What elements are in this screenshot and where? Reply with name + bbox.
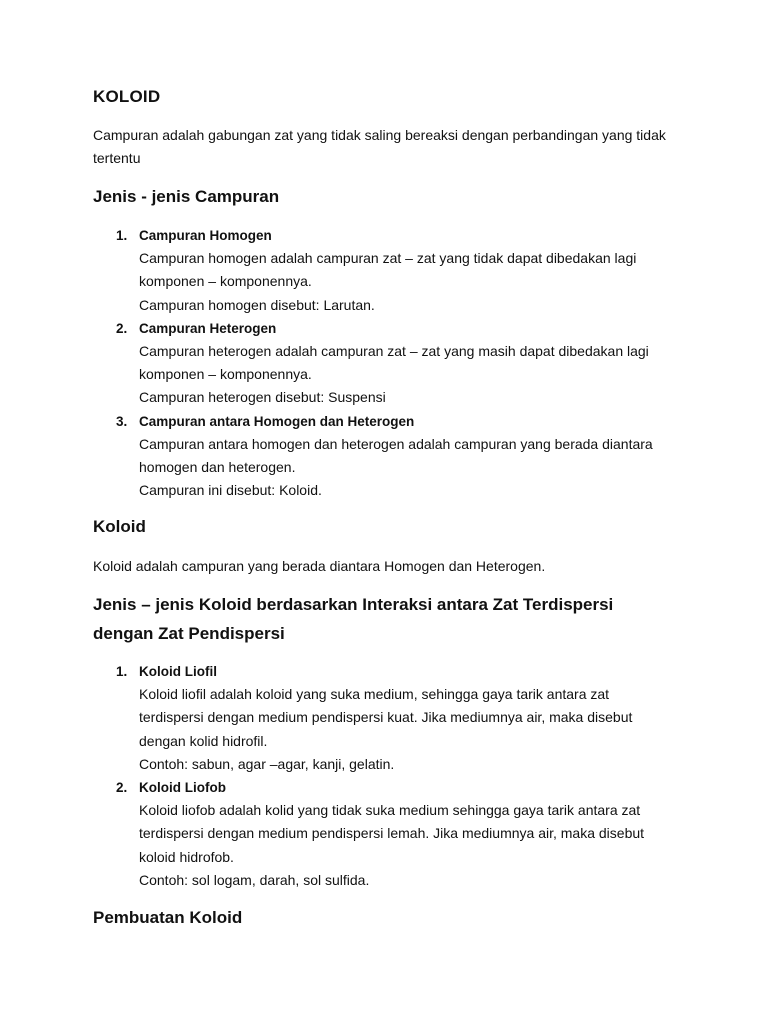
- item-text-line: Campuran antara homogen dan heterogen adalah campuran yang berada diantara: [139, 435, 653, 452]
- item-text-line: komponen – komponennya.: [139, 273, 312, 290]
- list-number: 3.: [116, 413, 128, 429]
- item-title: Campuran Homogen: [139, 228, 272, 243]
- item-text-line: Contoh: sabun, agar –agar, kanji, gelatin.: [139, 755, 395, 772]
- heading-line-2: dengan Zat Pendispersi: [93, 624, 285, 643]
- list-number: 2.: [116, 780, 128, 796]
- list-item: [93, 776, 693, 892]
- heading-pembuatan-koloid: Pembuatan Koloid: [93, 908, 243, 927]
- jenis-koloid-list: [93, 660, 693, 892]
- koloid-paragraph: Koloid adalah campuran yang berada diantara Homogen dan Heterogen.: [93, 558, 546, 574]
- item-text-line: dengan kolid hidrofil.: [139, 732, 268, 749]
- item-text-line: terdispersi dengan medium pendispersi lemah. Jika mediumnya air, maka disebut: [139, 825, 645, 842]
- document-title: KOLOID: [93, 87, 161, 106]
- list-number: 1.: [116, 228, 128, 243]
- item-text-line: komponen – komponennya.: [139, 366, 312, 383]
- item-text-line: Campuran heterogen adalah campuran zat – zat yang masih dapat dibedakan lagi: [139, 343, 649, 360]
- item-text-line: koloid hidrofob.: [139, 848, 234, 865]
- item-text-line: terdispersi dengan medium pendispersi kuat. Jika mediumnya air, maka disebut: [139, 709, 633, 726]
- item-text-line: Koloid liofob adalah kolid yang tidak suka medium sehingga gaya tarik antara zat: [139, 802, 641, 819]
- item-text-line: Contoh: sol logam, darah, sol sulfida.: [139, 871, 370, 888]
- list-number: 1.: [116, 664, 128, 679]
- item-text-line: Campuran ini disebut: Koloid.: [139, 482, 322, 499]
- intro-paragraph: [93, 124, 693, 170]
- item-text-line: Campuran homogen disebut: Larutan.: [139, 296, 375, 313]
- item-title: Koloid Liofob: [139, 780, 226, 796]
- heading-jenis-campuran: Jenis - jenis Campuran: [93, 187, 280, 206]
- heading-koloid: Koloid: [93, 517, 146, 536]
- campuran-list: [93, 224, 693, 502]
- item-text-line: Campuran heterogen disebut: Suspensi: [139, 389, 386, 406]
- item-text-line: Koloid liofil adalah koloid yang suka medium, sehingga gaya tarik antara zat: [139, 686, 610, 703]
- list-item: [93, 317, 693, 410]
- item-title: Koloid Liofil: [139, 664, 217, 679]
- item-title: Campuran Heterogen: [139, 320, 277, 336]
- list-item: [93, 660, 693, 776]
- intro-line-1: Campuran adalah gabungan zat yang tidak saling bereaksi dengan perbandingan yang tidak: [93, 127, 666, 143]
- heading-line-1: Jenis – jenis Koloid berdasarkan Interaksi antara Zat Terdispersi: [93, 595, 614, 614]
- intro-line-2: tertentu: [93, 150, 141, 166]
- item-text-line: Campuran homogen adalah campuran zat – zat yang tidak dapat dibedakan lagi: [139, 250, 637, 267]
- heading-jenis-koloid: [93, 590, 613, 648]
- item-text-line: homogen dan heterogen.: [139, 459, 296, 476]
- item-title: Campuran antara Homogen dan Heterogen: [139, 413, 415, 429]
- list-item: [93, 224, 693, 317]
- list-number: 2.: [116, 320, 128, 336]
- list-item: [93, 410, 693, 503]
